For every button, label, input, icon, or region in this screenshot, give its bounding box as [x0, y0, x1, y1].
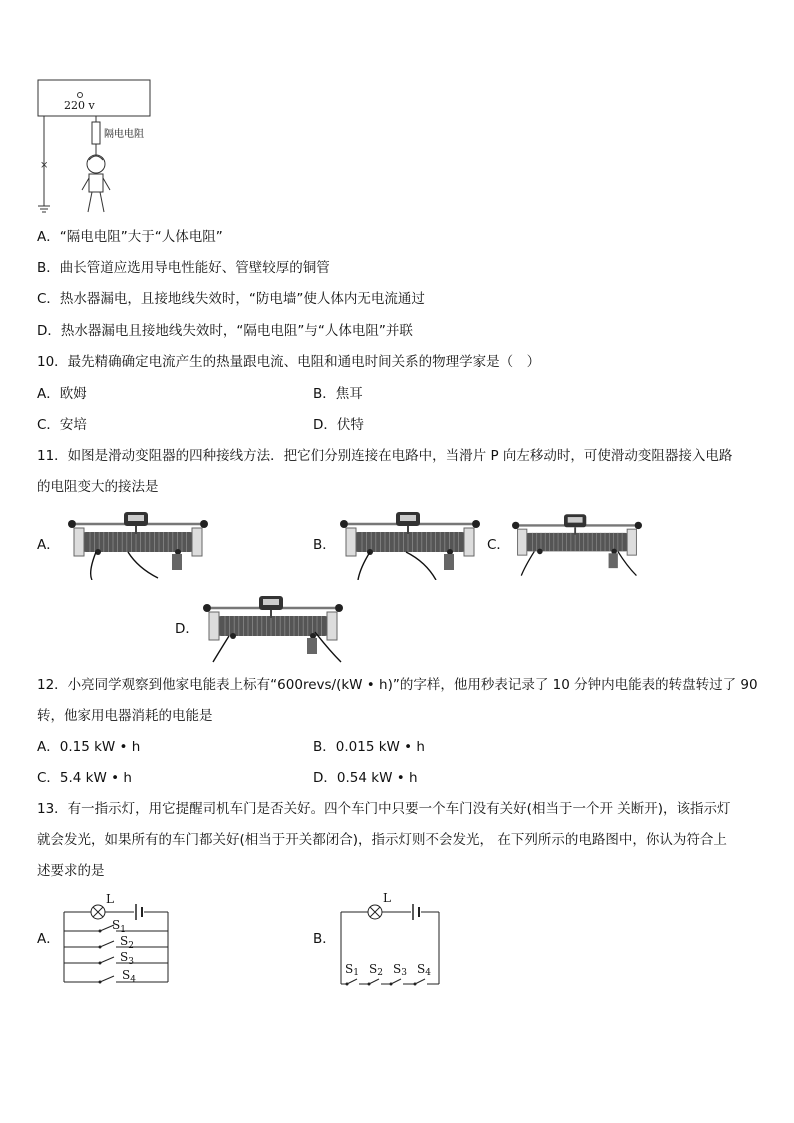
q9-option-c: C．热水器漏电，且接地线失效时，“防电墙”使人体内无电流通过 [37, 291, 425, 307]
q10-option-b: B．焦耳 [313, 386, 363, 402]
q13-stem-line3: 述要求的是 [37, 863, 105, 879]
q12-option-c: C．5.4 kW • h [37, 770, 132, 786]
rheostat-image-c [512, 508, 642, 580]
q11-label-b: B． [313, 537, 336, 553]
circuit-a-s2: $S_2$ [120, 934, 134, 951]
rheostat-image-a [68, 508, 208, 580]
q11-stem-line2: 的电阻变大的接法是 [37, 479, 159, 495]
q12-stem-line2: 转，他家用电器消耗的电能是 [37, 708, 213, 724]
q9-option-d: D．热水器漏电且接地线失效时，“隔电电阻”与“人体电阻”并联 [37, 323, 413, 339]
rheostat-image-b [340, 508, 480, 580]
q10-stem: 10．最先精确确定电流产生的热量跟电流、电阻和通电时间关系的物理学家是（ ） [37, 354, 541, 370]
circuit-b [335, 888, 447, 988]
q9-option-a: A．“隔电电阻”大于“人体电阻” [37, 229, 223, 245]
rheostat-image-d [200, 592, 346, 664]
circuit-b-lamp-label: L [383, 891, 391, 905]
q12-option-d: D．0.54 kW • h [313, 770, 418, 786]
q13-stem-line1: 13．有一指示灯，用它提醒司机车门是否关好。四个车门中只要一个车门没有关好(相当于一个开 关断开)，该指示灯 [37, 801, 731, 817]
q9-voltage-label: 220 v [64, 99, 95, 112]
q10-option-c: C．安培 [37, 417, 87, 433]
circuit-a-lamp-label: L [106, 892, 114, 906]
q12-stem-line1: 12．小亮同学观察到他家电能表上标有“600revs/(kW • h)”的字样，他用秒表记录了 10 分钟内电能表的转盘转过了 90 [37, 677, 758, 693]
q11-label-d: D． [175, 621, 199, 637]
circuit-a-s4: $S_4$ [122, 968, 136, 985]
q12-option-a: A．0.15 kW • h [37, 739, 141, 755]
q13-label-b: B． [313, 931, 336, 947]
circuit-a-s1: $S_1$ [112, 918, 126, 935]
q10-option-a: A．欧姆 [37, 386, 87, 402]
q13-stem-line2: 就会发光，如果所有的车门都关好(相当于开关都闭合)，指示灯则不会发光， 在下列所示的电路图中，你认为符合上 [37, 832, 727, 848]
circuit-b-s4: S4 [417, 962, 431, 978]
q9-figure [34, 78, 184, 218]
circuit-a-s3: $S_3$ [120, 950, 134, 967]
q11-label-a: A． [37, 537, 60, 553]
q11-stem-line1: 11．如图是滑动变阻器的四种接线方法．把它们分别连接在电路中，当滑片 P 向左移动时，可使滑动变阻器接入电路 [37, 448, 733, 464]
circuit-a [58, 890, 176, 986]
circuit-b-s3: S3 [393, 962, 407, 978]
q12-option-b: B．0.015 kW • h [313, 739, 425, 755]
q9-resistor-label: 隔电电阻 [104, 129, 144, 140]
q13-label-a: A． [37, 931, 60, 947]
svg-text:×: × [40, 160, 49, 171]
circuit-b-s2: S2 [369, 962, 383, 978]
q11-label-c: C． [487, 537, 510, 553]
q10-option-d: D．伏特 [313, 417, 364, 433]
circuit-b-s1: S1 [345, 962, 359, 978]
q9-option-b: B．曲长管道应选用导电性能好、管壁较厚的铜管 [37, 260, 330, 276]
